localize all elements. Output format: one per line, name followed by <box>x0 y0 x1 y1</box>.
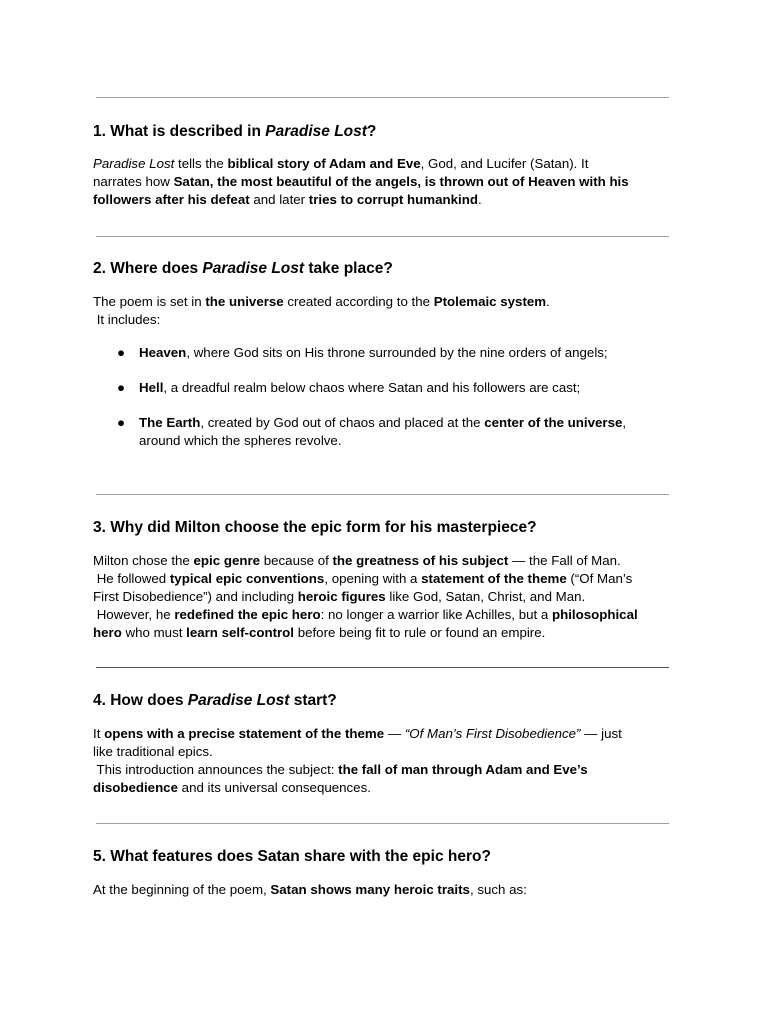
list-item-hell: Hell, a dreadful realm below chaos where Satan and his followers are cast; <box>139 380 581 395</box>
section-divider <box>96 667 669 668</box>
bullet-marker: ● <box>117 345 126 360</box>
section-paragraph-5: At the beginning of the poem, Satan shows many heroic traits, such as: <box>93 882 527 897</box>
section-heading-1: 1. What is described in Paradise Lost? <box>93 123 377 140</box>
section-paragraph-3: Milton chose the epic genre because of the greatness of his subject — the Fall of Man. He followed typical epic conventions, opening with a statement of the theme (“Of Man’s First Disobedience”) and including heroic figures like God, Satan, Christ, and Man. However, he redefined the epic hero: no longer a warrior like Achilles, but a philosophical hero who must learn self-control before being fit to rule or found an empire. <box>93 553 638 640</box>
section-heading-3: 3. Why did Milton choose the epic form for his masterpiece? <box>93 519 537 536</box>
section-divider <box>96 97 669 98</box>
section-paragraph-1: Paradise Lost tells the biblical story of Adam and Eve, God, and Lucifer (Satan). It narrates how Satan, the most beautiful of the angels, is thrown out of Heaven with his followers after his defeat and later tries to corrupt humankind. <box>93 156 629 207</box>
bullet-marker: ● <box>117 380 126 395</box>
bullet-marker: ● <box>117 415 126 430</box>
section-divider <box>96 823 669 824</box>
section-paragraph-4: It opens with a precise statement of the theme — “Of Man’s First Disobedience” — just like traditional epics. This introduction announces the subject: the fall of man through Adam and Eve’s disobedience and its universal consequences. <box>93 726 622 795</box>
section-divider <box>96 236 669 237</box>
section-heading-2: 2. Where does Paradise Lost take place? <box>93 260 393 277</box>
section-heading-4: 4. How does Paradise Lost start? <box>93 692 337 709</box>
list-item-heaven: Heaven, where God sits on His throne surrounded by the nine orders of angels; <box>139 345 608 360</box>
list-item-earth: The Earth, created by God out of chaos and placed at the center of the universe, around which the spheres revolve. <box>139 415 627 448</box>
section-divider <box>96 494 669 495</box>
section-paragraph-2: The poem is set in the universe created according to the Ptolemaic system. It includes: <box>93 294 550 327</box>
section-heading-5: 5. What features does Satan share with the epic hero? <box>93 848 491 865</box>
